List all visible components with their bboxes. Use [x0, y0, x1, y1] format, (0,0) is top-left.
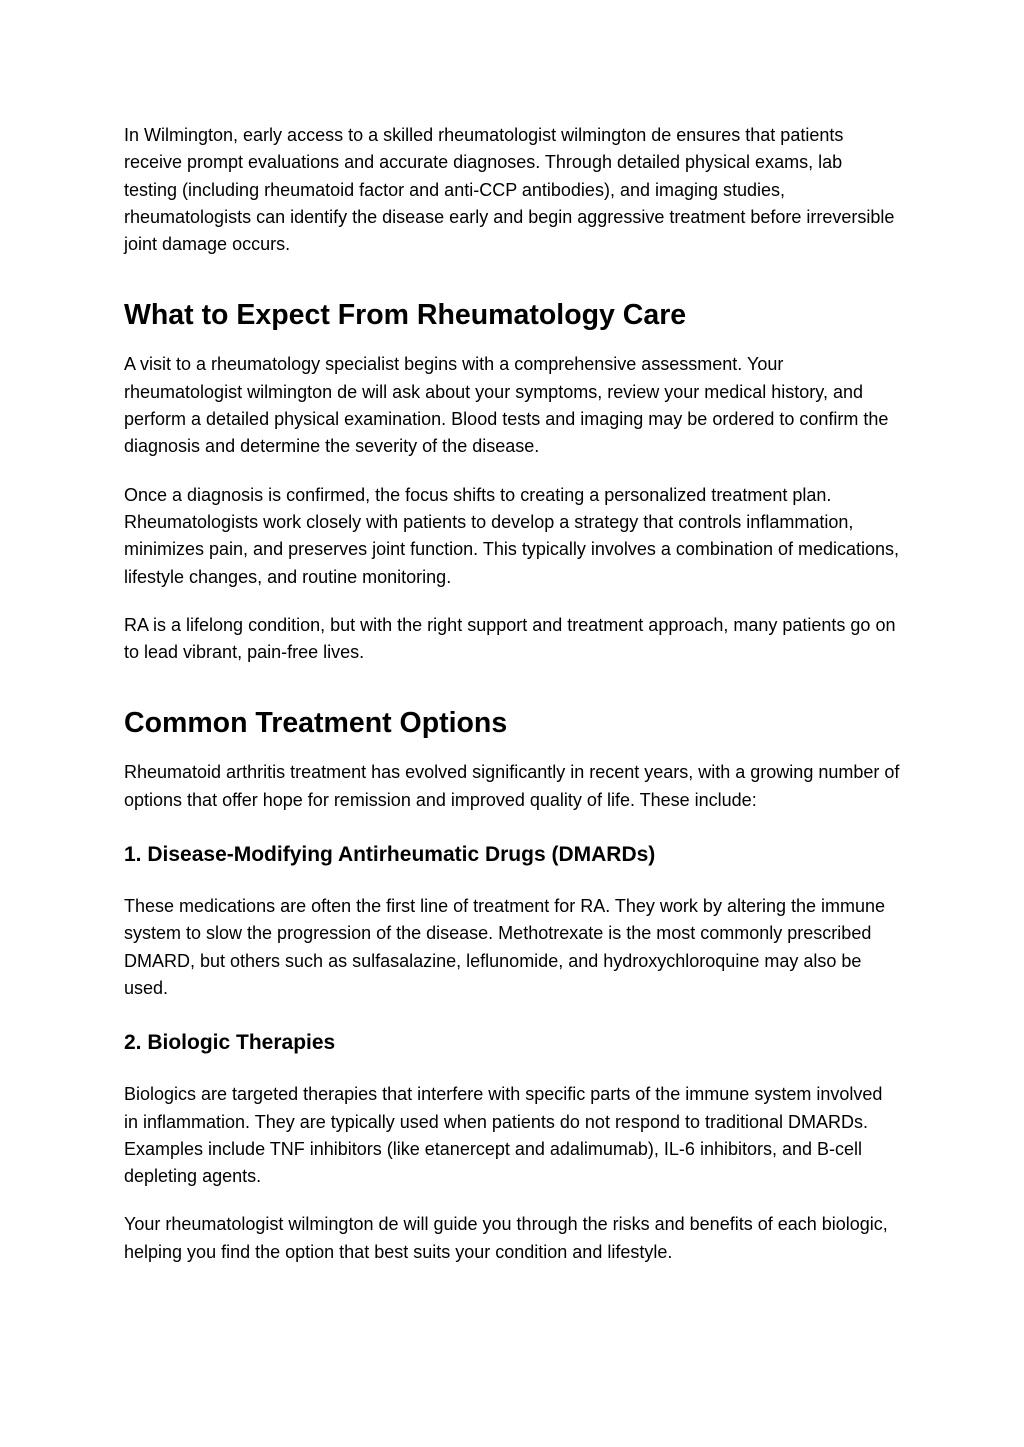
care-paragraph-treatment-plan: Once a diagnosis is confirmed, the focus shifts to creating a personalized treatment plan. Rheumatologists work closely with patients to develop a strategy that controls inflammation, minimizes pain, and preserves joint function. This typically involves a combination of medications, lifestyle changes, and routine monitoring.	[124, 484, 900, 587]
biologics-heading: 2. Biologic Therapies	[124, 1031, 336, 1055]
biologics-paragraph-guidance: Your rheumatologist wilmington de will guide you through the risks and benefits of each biologic, helping you find the option that best suits your condition and lifestyle.	[124, 1214, 888, 1262]
document-page	[124, 122, 900, 1266]
care-section-heading: What to Expect From Rheumatology Care	[124, 299, 687, 332]
dmards-heading: 1. Disease-Modifying Antirheumatic Drugs (DMARDs)	[124, 843, 656, 867]
intro-paragraph: In Wilmington, early access to a skilled rheumatologist wilmington de ensures that patients receive prompt evaluations and accurate diagnoses. Through detailed physical exams, lab testing (including rheumatoid factor and anti-CCP antibodies), and imaging studies, rheumatologists can identify the disease early and begin aggressive treatment before irreversible joint damage occurs.	[124, 125, 895, 255]
care-paragraph-lifelong: RA is a lifelong condition, but with the right support and treatment approach, many patients go on to lead vibrant, pain-free lives.	[124, 614, 896, 663]
dmards-paragraph: These medications are often the first line of treatment for RA. They work by altering the immune system to slow the progression of the disease. Methotrexate is the most commonly prescribed DMARD, but others such as sulfasalazine, leflunomide, and hydroxychloroquine may also be used.	[124, 896, 886, 998]
treatment-intro-paragraph: Rheumatoid arthritis treatment has evolved significantly in recent years, with a growing number of options that offer hope for remission and improved quality of life. These include:	[124, 762, 900, 810]
biologics-paragraph-description: Biologics are targeted therapies that interfere with specific parts of the immune system involved in inflammation. They are typically used when patients do not respond to traditional DMARDs. Examples include TNF inhibitors (like etanercept and adalimumab), IL-6 inhibitors, and B-cell depleting agents.	[124, 1084, 883, 1187]
treatment-section-heading: Common Treatment Options	[124, 707, 508, 740]
care-paragraph-assessment: A visit to a rheumatology specialist begins with a comprehensive assessment. Your rheumatologist wilmington de will ask about your symptoms, review your medical history, and perform a detailed physical examination. Blood tests and imaging may be ordered to confirm the diagnosis and determine the severity of the disease.	[124, 354, 889, 457]
